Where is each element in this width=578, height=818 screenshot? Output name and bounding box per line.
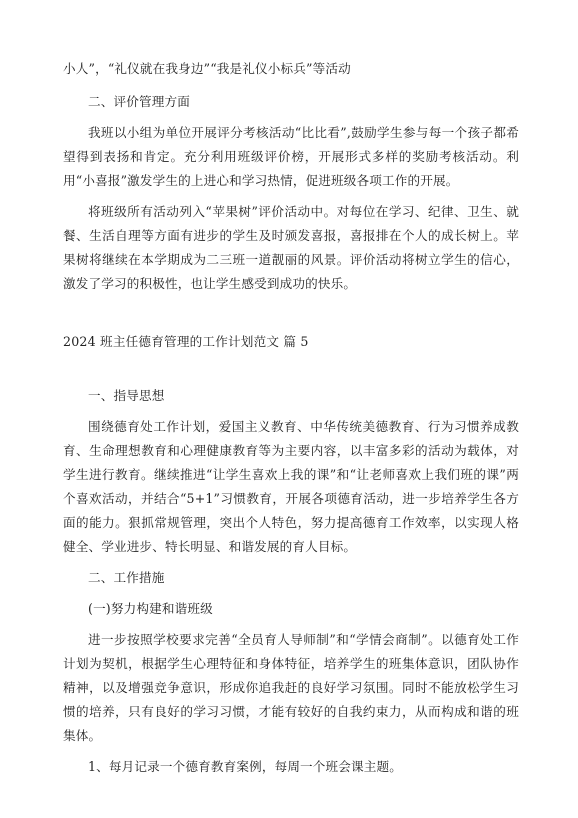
section-heading-evaluation: 二、评价管理方面: [88, 94, 190, 109]
article-title: 2024 班主任德育管理的工作计划范文 篇 5: [63, 334, 309, 349]
list-item-monthly-case: 1、每月记录一个德育教育案例，每周一个班会课主题。: [88, 759, 403, 774]
paragraph-continuation: 小人”，“礼仪就在我身边”“我是礼仪小标兵”等活动: [63, 61, 351, 76]
paragraph-harmonious-class: 进一步按照学校要求完善“全员育人导师制”和“学情会商制”。以德育处工作计划为契机，根据学生心理特征和身体特征，培养学生的班集体意识，团队协作精神，以及增强竞争意识，形成你追我赶的良好学习氛围。同时不能放松学生习惯的培养，只有良好的学习习惯，才能有较好的自我约束力，从而构成和谐的班集体。: [63, 632, 519, 743]
document-page: [63, 56, 519, 779]
paragraph-evaluation-2: 将班级所有活动列入“苹果树”评价活动中。对每位在学习、纪律、卫生、就餐、生活自理等方面有进步的学生及时颁发喜报，喜报排在个人的成长树上。苹果树将继续在本学期成为二三班一道靓丽的风景。评价活动将树立学生的信心，激发了学习的积极性，也让学生感受到成功的快乐。: [63, 204, 519, 291]
paragraph-evaluation-1: 我班以小组为单位开展评分考核活动“比比看”,鼓励学生参与每一个孩子都希望得到表扬和肯定。充分利用班级评价榜，开展形式多样的奖励考核活动。利用“小喜报”激发学生的上进心和学习热情，促进班级各项工作的开展。: [63, 125, 519, 188]
section-heading-measures: 二、工作措施: [88, 570, 165, 585]
subsection-heading-harmonious-class: (一)努力构建和谐班级: [88, 601, 213, 616]
section-heading-guiding-ideology: 一、指导思想: [88, 388, 165, 403]
paragraph-guiding-ideology: 围绕德育处工作计划，爱国主义教育、中华传统美德教育、行为习惯养成教育、生命理想教育和心理健康教育等为主要内容，以丰富多彩的活动为载体，对学生进行教育。继续推进“让学生喜欢上我的课”和“让老师喜欢上我们班的课”两个喜欢活动，并结合“5+1”习惯教育，开展各项德育活动，进一步培养学生各方面的能力。狠抓常规管理，突出个人特色，努力提高德育工作效率，以实现人格健全、学业进步、特长明显、和谐发展的育人目标。: [63, 419, 519, 554]
